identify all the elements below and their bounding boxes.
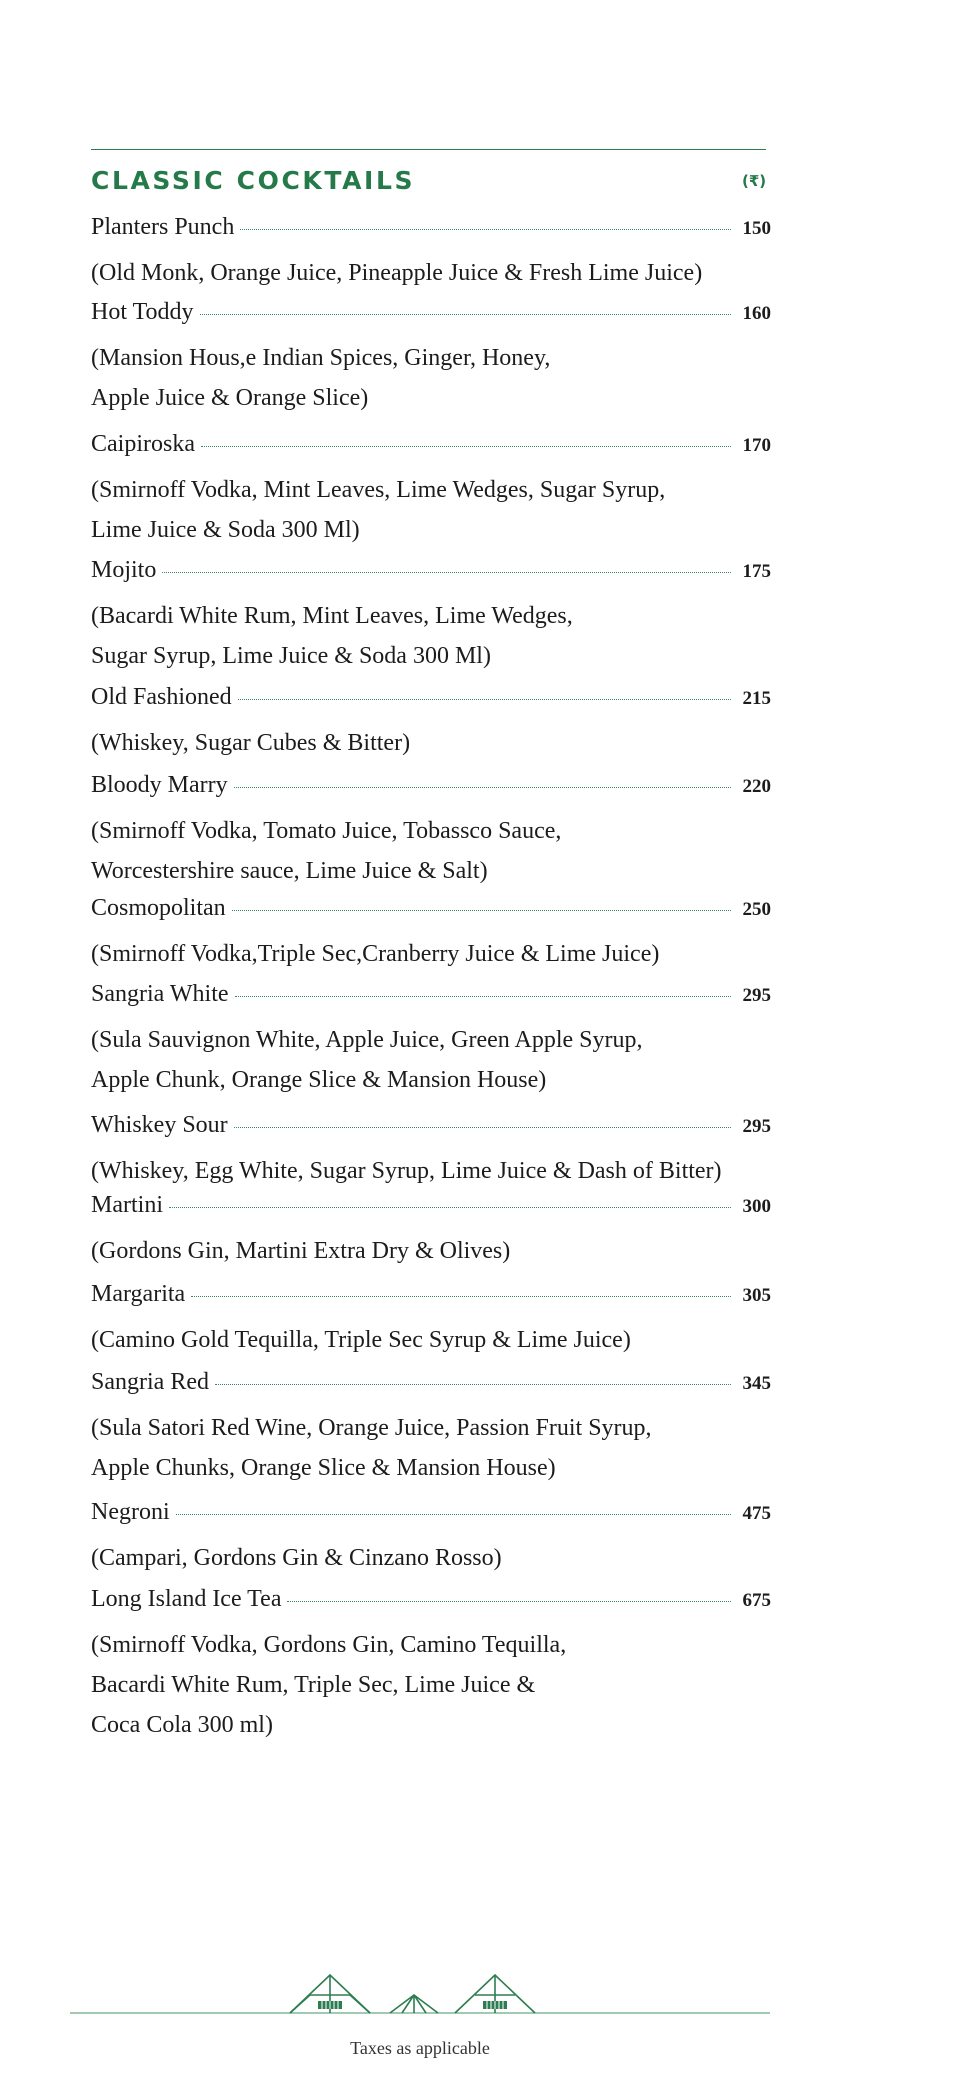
menu-item — [91, 772, 771, 891]
menu-item — [91, 214, 771, 293]
menu-item-price: 250 — [742, 899, 771, 920]
menu-item-description — [91, 596, 771, 676]
menu-item-description — [91, 1231, 771, 1271]
menu-item-header — [91, 1369, 771, 1405]
description-line: (Gordons Gin, Martini Extra Dry & Olives) — [91, 1238, 511, 1264]
description-line: (Bacardi White Rum, Mint Leaves, Lime Wedges, — [91, 603, 573, 629]
description-line: (Sula Satori Red Wine, Orange Juice, Passion Fruit Syrup, — [91, 1415, 652, 1441]
menu-item-price: 150 — [742, 218, 771, 239]
description-line: (Smirnoff Vodka, Gordons Gin, Camino Tequilla, — [91, 1632, 567, 1658]
header-divider — [91, 149, 766, 150]
menu-item — [91, 1586, 771, 1745]
menu-item-price: 475 — [742, 1503, 771, 1524]
description-line: Apple Juice & Orange Slice) — [91, 385, 369, 411]
description-line: Bacardi White Rum, Triple Sec, Lime Juice & — [91, 1672, 536, 1698]
menu-item — [91, 1369, 771, 1488]
menu-item-header — [91, 299, 771, 335]
menu-item-price: 170 — [742, 435, 771, 456]
menu-item-header — [91, 684, 771, 720]
menu-item-name: Long Island Ice Tea — [91, 1586, 282, 1612]
menu-item-description — [91, 723, 771, 763]
menu-item-name: Old Fashioned — [91, 684, 232, 710]
dotted-leader — [169, 1207, 731, 1208]
menu-item-header — [91, 981, 771, 1017]
menu-item — [91, 981, 771, 1100]
dotted-leader — [215, 1384, 731, 1385]
menu-item-header — [91, 431, 771, 467]
menu-item-name: Cosmopolitan — [91, 895, 226, 921]
menu-item-header — [91, 1586, 771, 1622]
currency-label: (₹) — [742, 172, 767, 190]
menu-item-price: 215 — [742, 688, 771, 709]
menu-item — [91, 684, 771, 763]
tent-left-icon — [290, 1975, 370, 2013]
menu-item-description — [91, 1020, 771, 1100]
menu-item-description — [91, 811, 771, 891]
dotted-leader — [232, 910, 731, 911]
menu-item-name: Bloody Marry — [91, 772, 228, 798]
menu-item-name: Caipiroska — [91, 431, 195, 457]
menu-item — [91, 895, 771, 974]
menu-item-price: 175 — [742, 561, 771, 582]
dotted-leader — [287, 1601, 731, 1602]
menu-item-description — [91, 934, 771, 974]
menu-item-header — [91, 214, 771, 250]
menu-item-header — [91, 1112, 771, 1148]
menu-item — [91, 431, 771, 550]
menu-item-name: Margarita — [91, 1281, 186, 1307]
menu-item-description — [91, 1538, 771, 1578]
tent-right-icon — [455, 1975, 535, 2013]
description-line: Sugar Syrup, Lime Juice & Soda 300 Ml) — [91, 643, 491, 669]
description-line: Apple Chunk, Orange Slice & Mansion House) — [91, 1067, 547, 1093]
description-line: Lime Juice & Soda 300 Ml) — [91, 517, 360, 543]
description-line: (Whiskey, Sugar Cubes & Bitter) — [91, 730, 411, 756]
menu-item-header — [91, 772, 771, 808]
description-line: (Smirnoff Vodka, Mint Leaves, Lime Wedges, Sugar Syrup, — [91, 477, 666, 503]
menu-item-price: 345 — [742, 1373, 771, 1394]
menu-item-price: 295 — [742, 1116, 771, 1137]
description-line: (Camino Gold Tequilla, Triple Sec Syrup & Lime Juice) — [91, 1327, 631, 1353]
description-line: (Mansion Hous,e Indian Spices, Ginger, Honey, — [91, 345, 551, 371]
menu-item — [91, 1499, 771, 1578]
menu-item-name: Whiskey Sour — [91, 1112, 228, 1138]
menu-item-description — [91, 470, 771, 550]
description-line: Coca Cola 300 ml) — [91, 1712, 273, 1738]
menu-item — [91, 299, 771, 418]
description-line: (Smirnoff Vodka,Triple Sec,Cranberry Juice & Lime Juice) — [91, 941, 660, 967]
dotted-leader — [191, 1296, 731, 1297]
dotted-leader — [240, 229, 731, 230]
menu-item-description — [91, 338, 771, 418]
menu-item — [91, 1112, 771, 1191]
dotted-leader — [200, 314, 731, 315]
menu-item-header — [91, 895, 771, 931]
description-line: (Whiskey, Egg White, Sugar Syrup, Lime Juice & Dash of Bitter) — [91, 1158, 722, 1184]
dotted-leader — [234, 1127, 731, 1128]
menu-item-price: 295 — [742, 985, 771, 1006]
description-line: (Campari, Gordons Gin & Cinzano Rosso) — [91, 1545, 502, 1571]
menu-item-description — [91, 1320, 771, 1360]
description-line: (Smirnoff Vodka, Tomato Juice, Tobassco Sauce, — [91, 818, 562, 844]
menu-item-name: Sangria Red — [91, 1369, 209, 1395]
menu-item-name: Planters Punch — [91, 214, 235, 240]
description-line: Apple Chunks, Orange Slice & Mansion House) — [91, 1455, 556, 1481]
menu-item-price: 305 — [742, 1285, 771, 1306]
menu-item-header — [91, 1192, 771, 1228]
dotted-leader — [235, 996, 731, 997]
dotted-leader — [162, 572, 731, 573]
dotted-leader — [201, 446, 731, 447]
menu-item-price: 160 — [742, 303, 771, 324]
menu-item-description — [91, 1151, 771, 1191]
menu-item-description — [91, 1408, 771, 1488]
menu-item — [91, 1281, 771, 1360]
menu-item-header — [91, 1499, 771, 1535]
footer-tent-logo — [70, 1965, 770, 2015]
menu-item-name: Martini — [91, 1192, 163, 1218]
menu-item-name: Mojito — [91, 557, 157, 583]
section-title: CLASSIC COCKTAILS — [91, 166, 416, 195]
menu-item — [91, 557, 771, 676]
menu-item-price: 675 — [742, 1590, 771, 1611]
description-line: (Old Monk, Orange Juice, Pineapple Juice & Fresh Lime Juice) — [91, 260, 703, 286]
menu-item-price: 300 — [742, 1196, 771, 1217]
menu-item-description — [91, 1625, 771, 1745]
description-line: (Sula Sauvignon White, Apple Juice, Green Apple Syrup, — [91, 1027, 643, 1053]
taxes-note: Taxes as applicable — [350, 2038, 490, 2058]
menu-item-header — [91, 1281, 771, 1317]
description-line: Worcestershire sauce, Lime Juice & Salt) — [91, 858, 488, 884]
menu-item-description — [91, 253, 771, 293]
menu-item — [91, 1192, 771, 1271]
dotted-leader — [234, 787, 731, 788]
tent-middle-icon — [390, 1995, 438, 2013]
menu-item-name: Sangria White — [91, 981, 229, 1007]
dotted-leader — [238, 699, 731, 700]
menu-item-name: Hot Toddy — [91, 299, 194, 325]
dotted-leader — [176, 1514, 731, 1515]
menu-item-header — [91, 557, 771, 593]
menu-item-price: 220 — [742, 776, 771, 797]
menu-item-name: Negroni — [91, 1499, 170, 1525]
